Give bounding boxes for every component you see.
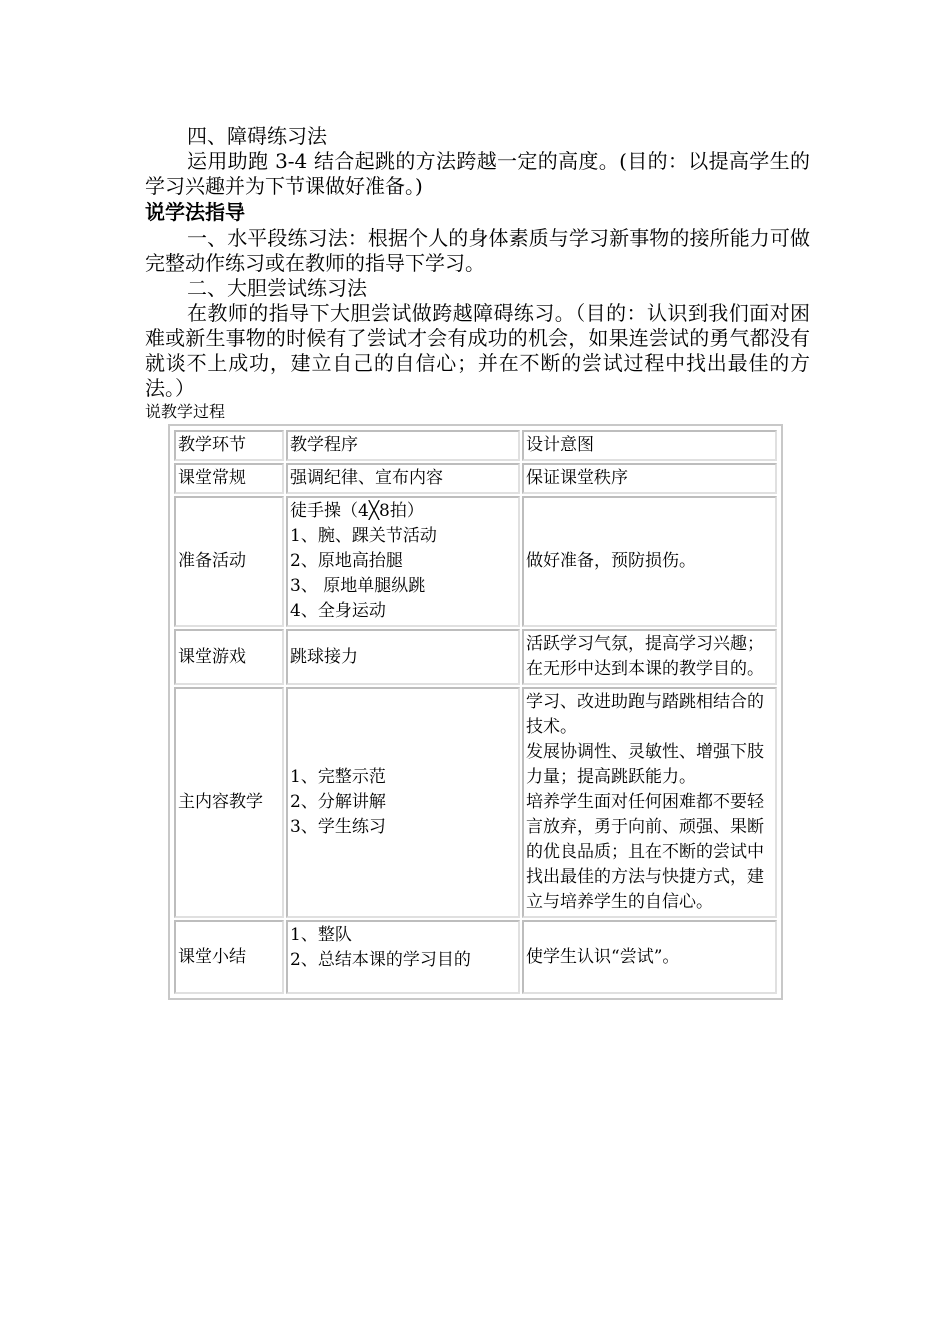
procedure-line: 2、分解讲解 <box>290 792 386 812</box>
procedure-line: 3、 原地单腿纵跳 <box>290 576 426 596</box>
cell-stage: 主内容教学 <box>174 687 284 918</box>
cell-procedure <box>286 629 520 685</box>
table-row <box>174 920 777 994</box>
table-row <box>174 687 777 918</box>
cell-stage: 课堂常规 <box>174 463 284 494</box>
document-page <box>145 124 810 423</box>
cell-intent: 做好准备，预防损伤。 <box>522 496 777 627</box>
procedure-line: 1、整队 <box>290 925 352 945</box>
cell-stage: 准备活动 <box>174 496 284 627</box>
procedure-line: 1、腕、踝关节活动 <box>290 526 437 546</box>
paragraph-bold-attempt: 在教师的指导下大胆尝试做跨越障碍练习。（目的：认识到我们面对困难或新生事物的时候有了尝试才会有成功的机会，如果连尝试的勇气都没有就谈不上成功，建立自己的自信心；并在不断的尝试过程中找出最佳的方法。） <box>145 301 810 400</box>
heading-learning-guidance: 说学法指导 <box>145 200 245 224</box>
table-row <box>174 629 777 685</box>
procedure-line: 强调纪律、宣布内容 <box>290 468 443 488</box>
paragraph-obstacle-practice: 运用助跑 3-4 结合起跳的方法跨越一定的高度。(目的：以提高学生的学习兴趣并为下节课做好准备。) <box>145 149 810 198</box>
cell-intent: 活跃学习气氛，提高学习兴趣；在无形中达到本课的教学目的。 <box>522 629 777 685</box>
teaching-process-table <box>168 424 783 1000</box>
table-row <box>174 496 777 627</box>
heading-teaching-process: 说教学过程 <box>145 402 226 421</box>
procedure-line: 3、学生练习 <box>290 817 386 837</box>
section-title-obstacle-practice: 四、障碍练习法 <box>187 124 327 148</box>
table-row <box>174 463 777 494</box>
cell-intent: 学习、改进助跑与踏跳相结合的技术。 发展协调性、灵敏性、增强下肢力量；提高跳跃能力。 培养学生面对任何困难都不要轻言放弃，勇于向前、顽强、果断的优良品质；且在不断的尝试中找出最佳的方法与快捷方式，建立与培养学生的自信心。 <box>522 687 777 918</box>
cell-procedure <box>286 496 520 627</box>
procedure-line: 2、总结本课的学习目的 <box>290 950 471 970</box>
table-header-row <box>174 430 777 461</box>
cell-procedure <box>286 920 520 994</box>
procedure-line: 4、全身运动 <box>290 601 386 621</box>
procedure-line: 跳球接力 <box>290 646 358 667</box>
header-procedure: 教学程序 <box>286 430 520 461</box>
section-title-bold-attempt: 二、大胆尝试练习法 <box>187 276 367 300</box>
procedure-line: 徒手操（4╳8拍） <box>290 501 424 521</box>
cell-stage: 课堂游戏 <box>174 629 284 685</box>
paragraph-level-practice: 一、水平段练习法：根据个人的身体素质与学习新事物的接所能力可做完整动作练习或在教师的指导下学习。 <box>145 226 810 275</box>
cell-procedure <box>286 463 520 494</box>
procedure-line: 1、完整示范 <box>290 767 386 787</box>
cell-intent: 保证课堂秩序 <box>522 463 777 494</box>
cell-intent: 使学生认识“尝试”。 <box>522 920 777 994</box>
procedure-line: 2、原地高抬腿 <box>290 551 403 571</box>
cell-procedure <box>286 687 520 918</box>
cell-stage: 课堂小结 <box>174 920 284 994</box>
header-intent: 设计意图 <box>522 430 777 461</box>
header-stage: 教学环节 <box>174 430 284 461</box>
